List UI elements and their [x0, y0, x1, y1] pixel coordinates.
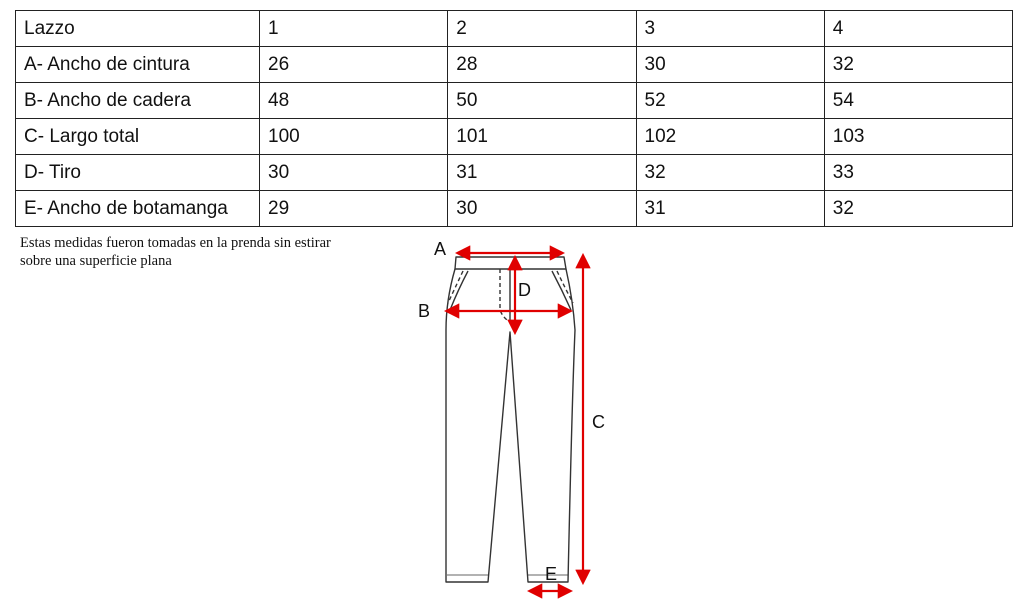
- fly-stitch: [500, 269, 510, 322]
- row-label: A- Ancho de cintura: [16, 47, 260, 83]
- label-d: D: [518, 280, 531, 300]
- row-label: C- Largo total: [16, 119, 260, 155]
- table-cell: 102: [636, 119, 824, 155]
- row-label: D- Tiro: [16, 155, 260, 191]
- table-cell: 52: [636, 83, 824, 119]
- row-label: E- Ancho de botamanga: [16, 191, 260, 227]
- header-cell: Lazzo: [16, 11, 260, 47]
- measurement-lines: [447, 253, 583, 591]
- table-cell: 26: [260, 47, 448, 83]
- note-line: sobre una superficie plana: [20, 253, 172, 269]
- header-cell: 2: [448, 11, 636, 47]
- table-cell: 32: [824, 191, 1012, 227]
- table-cell: 31: [448, 155, 636, 191]
- table-cell: 101: [448, 119, 636, 155]
- header-cell: 3: [636, 11, 824, 47]
- table-cell: 28: [448, 47, 636, 83]
- table-cell: 32: [636, 155, 824, 191]
- table-cell: 31: [636, 191, 824, 227]
- table-cell: 54: [824, 83, 1012, 119]
- table-cell: 32: [824, 47, 1012, 83]
- label-e: E: [545, 564, 558, 584]
- table-cell: 100: [260, 119, 448, 155]
- header-cell: 4: [824, 11, 1012, 47]
- label-b: B: [418, 301, 431, 321]
- pants-outline: [446, 257, 575, 582]
- table-cell: 30: [260, 155, 448, 191]
- table-cell: 48: [260, 83, 448, 119]
- label-a: A: [434, 239, 447, 259]
- table-cell: 33: [824, 155, 1012, 191]
- table-cell: 103: [824, 119, 1012, 155]
- waistband: [455, 257, 566, 269]
- header-cell: 1: [260, 11, 448, 47]
- row-label: B- Ancho de cadera: [16, 83, 260, 119]
- table-cell: 50: [448, 83, 636, 119]
- label-c: C: [592, 412, 605, 432]
- table-cell: 30: [448, 191, 636, 227]
- note-line: Estas medidas fueron tomadas en la prenda sin estirar: [20, 235, 331, 251]
- table-cell: 29: [260, 191, 448, 227]
- table-cell: 30: [636, 47, 824, 83]
